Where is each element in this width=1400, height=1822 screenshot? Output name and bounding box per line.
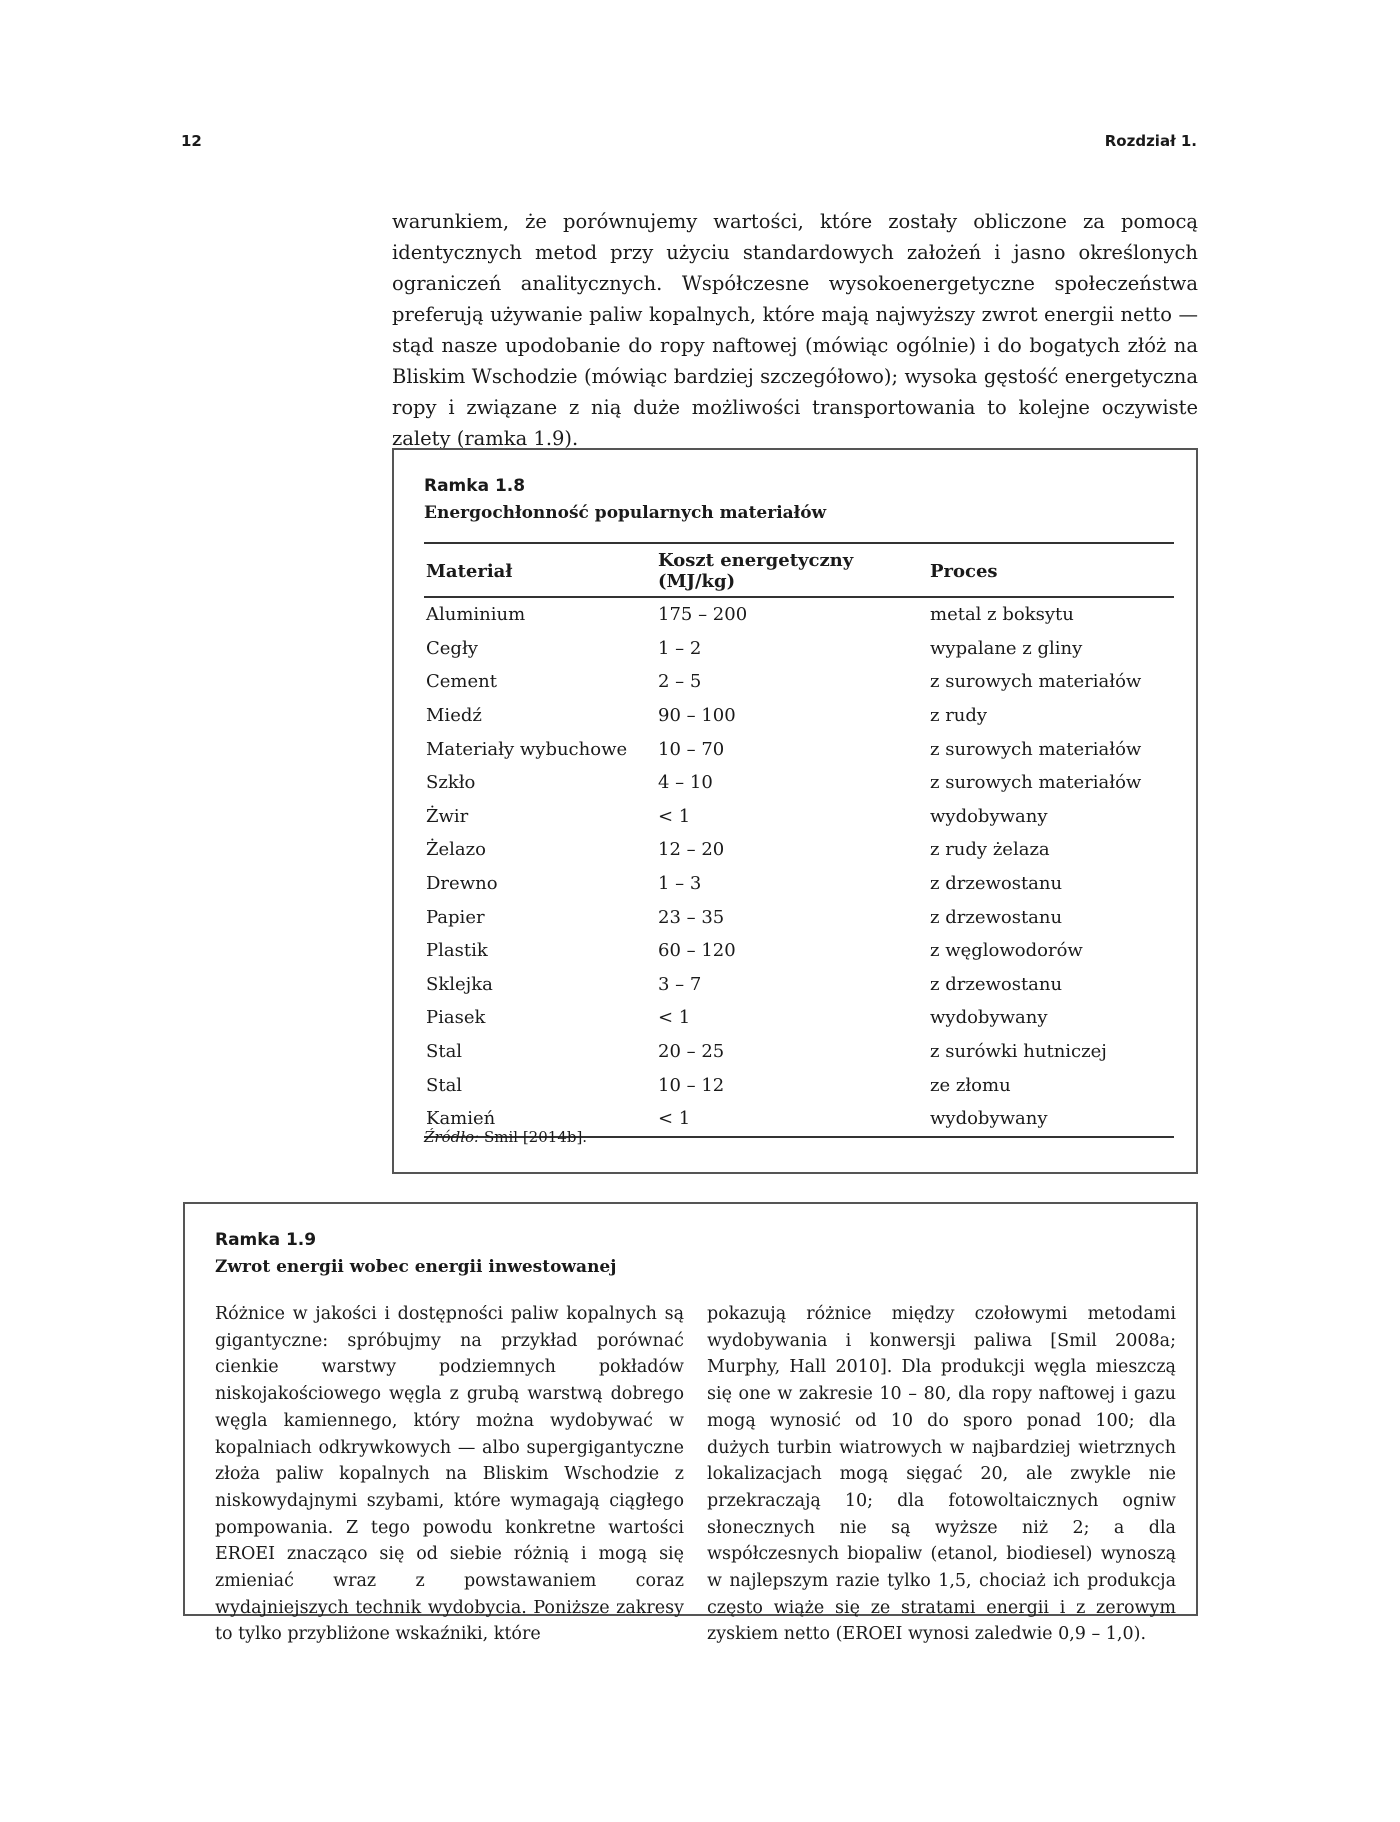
table-row bbox=[424, 597, 1174, 632]
cell-material: Żelazo bbox=[426, 839, 486, 861]
box-title: Zwrot energii wobec energii inwestowanej bbox=[215, 1257, 617, 1277]
table-source bbox=[424, 1128, 587, 1146]
cell-energy-cost: 175 – 200 bbox=[658, 604, 748, 626]
box-ramka-1-8 bbox=[392, 448, 1198, 1174]
page-number: 12 bbox=[181, 132, 202, 150]
cell-energy-cost: 4 – 10 bbox=[658, 772, 713, 794]
table-row bbox=[424, 833, 1174, 867]
cell-energy-cost: 10 – 12 bbox=[658, 1074, 725, 1096]
cell-process: ze złomu bbox=[930, 1074, 1011, 1096]
table-row bbox=[424, 665, 1174, 699]
cell-energy-cost: 60 – 120 bbox=[658, 940, 736, 962]
cell-energy-cost: 1 – 3 bbox=[658, 873, 702, 895]
cell-process: z drzewostanu bbox=[930, 873, 1063, 895]
table-header-row bbox=[424, 543, 1174, 597]
table-row bbox=[424, 900, 1174, 934]
cell-material: Drewno bbox=[426, 873, 498, 895]
cell-process: z rudy żelaza bbox=[930, 839, 1050, 861]
box-label: Ramka 1.9 bbox=[215, 1230, 317, 1250]
cell-material: Plastik bbox=[426, 940, 488, 962]
materials-table bbox=[424, 542, 1174, 1138]
box-title: Energochłonność popularnych materiałów bbox=[424, 503, 827, 523]
table-row bbox=[424, 1001, 1174, 1035]
cell-process: wydobywany bbox=[930, 805, 1048, 827]
cell-material: Piasek bbox=[426, 1007, 486, 1029]
table-row bbox=[424, 766, 1174, 800]
cell-material: Materiały wybuchowe bbox=[426, 738, 628, 760]
table-row bbox=[424, 867, 1174, 901]
cell-process: z węglowodorów bbox=[930, 940, 1083, 962]
box-label: Ramka 1.8 bbox=[424, 476, 526, 496]
cell-energy-cost: < 1 bbox=[656, 1102, 928, 1137]
table-row bbox=[424, 934, 1174, 968]
cell-energy-cost: 3 – 7 bbox=[658, 973, 702, 995]
cell-process: metal z boksytu bbox=[930, 604, 1074, 626]
cell-process: z surówki hutniczej bbox=[930, 1041, 1107, 1063]
cell-process: z rudy bbox=[930, 705, 988, 727]
chapter-title: Rozdział 1. bbox=[1104, 132, 1197, 150]
column-header-process: Proces bbox=[928, 543, 1174, 597]
cell-material: Stal bbox=[426, 1041, 463, 1063]
cell-process: z drzewostanu bbox=[930, 906, 1063, 928]
table-row bbox=[424, 632, 1174, 666]
cell-material: Żwir bbox=[426, 805, 469, 827]
cell-material: Aluminium bbox=[426, 604, 526, 626]
cell-material: Stal bbox=[426, 1074, 463, 1096]
cell-energy-cost: 90 – 100 bbox=[658, 705, 736, 727]
table-row bbox=[424, 1035, 1174, 1069]
box-text-left-column: Różnice w jakości i dostępności paliw kopalnych są gigantyczne: spróbujmy na przykład porównać cienkie warstwy podziemnych pokładów niskojakościowego węgla z grubą warstwą dobrego węgla kamiennego, który można wydobywać w kopalniach odkrywkowych — albo supergigantyczne złoża paliw kopalnych na Bliskim Wschodzie z niskowydajnymi szybami, które wymagają ciągłego pompowania. Z tego powodu konkretne wartości EROEI znacząco się od siebie różnią i mogą się zmieniać wraz z powstawaniem coraz wydajniejszych technik wydobycia. Poniższe zakresy to tylko przybliżone wskaźniki, które bbox=[215, 1304, 684, 1645]
cell-energy-cost: 1 – 2 bbox=[658, 637, 702, 659]
cell-process: wydobywany bbox=[928, 1102, 1174, 1137]
intro-paragraph: warunkiem, że porównujemy wartości, które zostały obliczone za pomocą identycznych metod przy użyciu standardowych założeń i jasno określonych ograniczeń analitycznych. Współczesne wysokoenergetyczne społeczeństwa preferują używanie paliw kopalnych, które mają najwyższy zwrot energii netto — stąd nasze upodobanie do ropy naftowej (mówiąc ogólnie) i do bogatych złóż na Bliskim Wschodzie (mówiąc bardziej szczegółowo); wysoka gęstość energetyczna ropy i związane z nią duże możliwości transportowania to kolejne oczywiste zalety (ramka 1.9). bbox=[392, 210, 1198, 450]
cell-process: z drzewostanu bbox=[930, 973, 1063, 995]
cell-material: Sklejka bbox=[426, 973, 493, 995]
table-row bbox=[424, 800, 1174, 834]
cell-process: z surowych materiałów bbox=[930, 738, 1142, 760]
cell-material: Kamień bbox=[424, 1102, 656, 1137]
cell-energy-cost: < 1 bbox=[658, 805, 691, 827]
cell-energy-cost: 12 – 20 bbox=[658, 839, 725, 861]
source-text: Smil [2014b]. bbox=[483, 1128, 588, 1146]
cell-energy-cost: 2 – 5 bbox=[658, 671, 702, 693]
cell-process: z surowych materiałów bbox=[930, 772, 1142, 794]
cell-energy-cost: < 1 bbox=[658, 1007, 691, 1029]
cell-process: wydobywany bbox=[930, 1007, 1048, 1029]
column-header-energy-cost: Koszt energetyczny (MJ/kg) bbox=[656, 543, 928, 597]
table-row bbox=[424, 732, 1174, 766]
box-ramka-1-9 bbox=[183, 1202, 1198, 1645]
table-row bbox=[424, 699, 1174, 733]
cell-material: Cement bbox=[426, 671, 497, 693]
column-header-material: Materiał bbox=[424, 543, 656, 597]
cell-material: Cegły bbox=[426, 637, 478, 659]
cell-energy-cost: 10 – 70 bbox=[658, 738, 725, 760]
source-label: Źródło: bbox=[424, 1128, 480, 1146]
cell-process: wypalane z gliny bbox=[930, 637, 1083, 659]
box-text-right-column: pokazują różnice między czołowymi metodami wydobywania i konwersji paliwa [Smil 2008a; Murphy, Hall 2010]. Dla produkcji węgla mieszczą się one w zakresie 10 – 80, dla ropy naftowej i gazu mogą wynosić od 10 do sporo ponad 100; dla dużych turbin wiatrowych w najbardziej wietrznych lokalizacjach mogą sięgać 20, ale zwykle nie przekraczają 10; dla fotowoltaicznych ogniw słonecznych nie są wyższe niż 2; a dla współczesnych biopaliw (etanol, biodiesel) wynoszą w najlepszym razie tylko 1,5, chociaż ich produkcja często wiąże się ze stratami energii i z zerowym zyskiem netto (EROEI wynosi zaledwie 0,9 – 1,0). bbox=[707, 1304, 1176, 1645]
cell-energy-cost: 20 – 25 bbox=[658, 1041, 725, 1063]
cell-material: Papier bbox=[426, 906, 485, 928]
cell-material: Szkło bbox=[426, 772, 476, 794]
cell-process: z surowych materiałów bbox=[930, 671, 1142, 693]
cell-material: Miedź bbox=[426, 705, 482, 727]
table-row bbox=[424, 968, 1174, 1002]
table-row bbox=[424, 1068, 1174, 1102]
cell-energy-cost: 23 – 35 bbox=[658, 906, 725, 928]
